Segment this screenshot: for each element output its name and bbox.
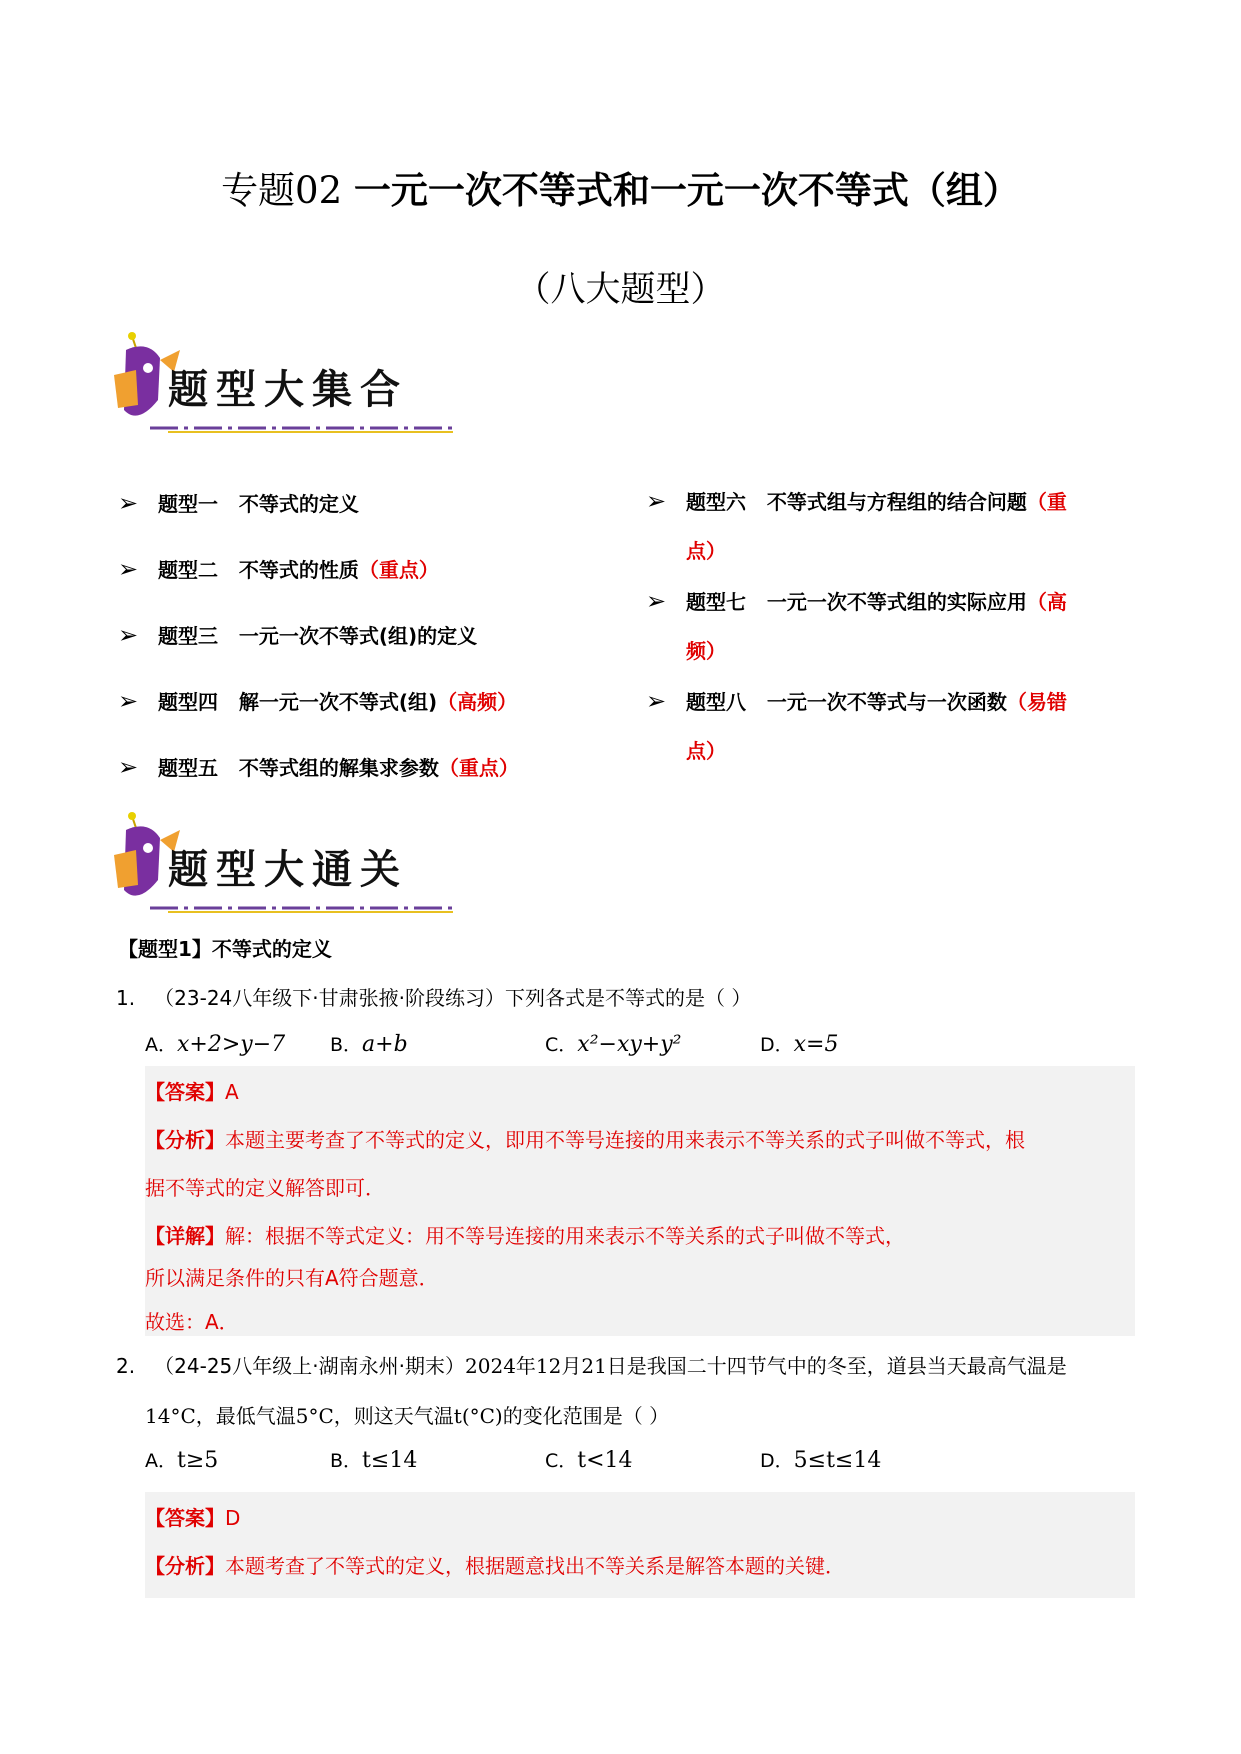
option-d[interactable]: D．5≤t≤14	[760, 1448, 882, 1473]
section-banner-collection	[108, 330, 458, 440]
analysis-line-2: 据不等式的定义解答即可．	[145, 1176, 385, 1200]
title-main: 一元一次不等式和一元一次不等式（组）	[353, 169, 1020, 212]
arrow-icon: ➢	[118, 489, 139, 517]
toc-item[interactable]: ➢ 题型四 解一元一次不等式(组)（高频）	[118, 676, 517, 727]
analysis-line: 【分析】本题考查了不等式的定义，根据题意找出不等关系是解答本题的关键．	[145, 1554, 845, 1578]
option-c[interactable]: C．x²−xy+y²	[545, 1032, 682, 1057]
toc-item[interactable]: ➢ 题型一 不等式的定义	[118, 478, 359, 529]
option-b[interactable]: B．a+b	[330, 1032, 408, 1057]
toc-item[interactable]: ➢ 题型二 不等式的性质（重点）	[118, 544, 439, 595]
toc-item[interactable]: ➢ 题型六 不等式组与方程组的结合问题（重	[646, 476, 1067, 527]
question-source: （24-25八年级上·湖南永州·期末）	[154, 1354, 466, 1378]
banner-collection-text: 题型大集合	[168, 366, 408, 413]
option-b[interactable]: B．t≤14	[330, 1448, 418, 1473]
page-title	[0, 160, 1241, 214]
option-a[interactable]: A．x+2>y−7	[145, 1032, 286, 1057]
toc-item[interactable]: ➢ 题型五 不等式组的解集求参数（重点）	[118, 742, 519, 793]
arrow-icon: ➢	[118, 687, 139, 715]
option-a[interactable]: A．t≥5	[145, 1448, 219, 1473]
option-d[interactable]: D．x=5	[760, 1032, 839, 1057]
question-1	[116, 982, 751, 1011]
arrow-icon: ➢	[118, 753, 139, 781]
toc-item-wrap: 点）	[686, 739, 726, 763]
question-source: （23-24八年级下·甘肃张掖·阶段练习）	[154, 986, 506, 1010]
toc-item-wrap: 频）	[686, 639, 726, 663]
arrow-icon: ➢	[646, 587, 667, 615]
answer-line: 【答案】A	[145, 1080, 239, 1104]
question-number: 1.	[116, 986, 136, 1010]
question-number: 2.	[116, 1354, 136, 1378]
detail-line-2: 所以满足条件的只有A符合题意．	[145, 1266, 439, 1290]
section-title: 【题型1】不等式的定义	[118, 937, 332, 961]
question-text: 下列各式是不等式的是（ ）	[505, 986, 752, 1010]
answer-line: 【答案】D	[145, 1506, 241, 1530]
page-subtitle: （八大题型）	[515, 270, 726, 310]
arrow-icon: ➢	[646, 487, 667, 515]
arrow-icon: ➢	[118, 555, 139, 583]
final-answer: 故选：A．	[145, 1310, 239, 1334]
question-2	[116, 1350, 1067, 1379]
title-prefix: 专题02	[221, 169, 343, 212]
toc-item[interactable]: ➢ 题型三 一元一次不等式(组)的定义	[118, 610, 477, 661]
answer-box-2	[145, 1492, 1135, 1598]
answer-box-1	[145, 1066, 1135, 1336]
detail-line: 【详解】解：根据不等式定义：用不等号连接的用来表示不等关系的式子叫做不等式，	[145, 1224, 905, 1248]
toc-item[interactable]: ➢ 题型七 一元一次不等式组的实际应用（高	[646, 576, 1067, 627]
banner-practice-text: 题型大通关	[168, 846, 408, 893]
option-c[interactable]: C．t<14	[545, 1448, 633, 1473]
question-text-2: 14°C，最低气温5°C，则这天气温t(°C)的变化范围是（ ）	[145, 1404, 670, 1428]
toc-item-wrap: 点）	[686, 539, 726, 563]
arrow-icon: ➢	[118, 621, 139, 649]
analysis-line: 【分析】本题主要考查了不等式的定义，即用不等号连接的用来表示不等关系的式子叫做不等式，根	[145, 1128, 1025, 1152]
section-banner-practice	[108, 810, 458, 920]
arrow-icon: ➢	[646, 687, 667, 715]
toc-item[interactable]: ➢ 题型八 一元一次不等式与一次函数（易错	[646, 676, 1067, 727]
question-text: 2024年12月21日是我国二十四节气中的冬至，道县当天最高气温是	[465, 1354, 1067, 1378]
